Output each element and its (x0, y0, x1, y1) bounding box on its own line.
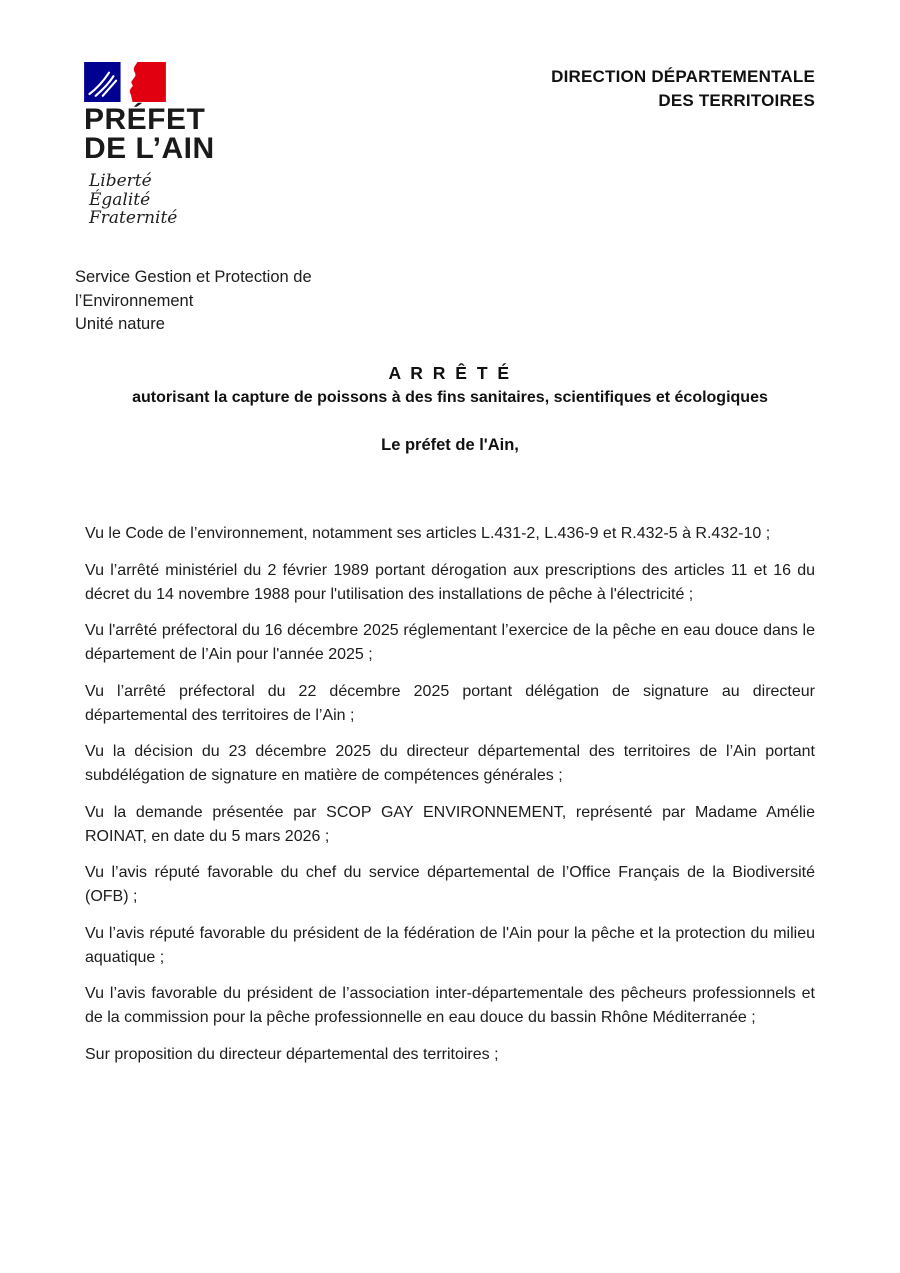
recital-paragraph-8: Vu l’avis réputé favorable du président de la fédération de l'Ain pour la pêche et la protection du milieu aquatique ; (85, 924, 815, 966)
recital-paragraph-1: Vu le Code de l’environnement, notamment ses articles L.431-2, L.436-9 et R.432-5 à R.432-10 ; (85, 525, 771, 542)
motto-egalite: Égalité (89, 189, 151, 210)
service-line3: Unité nature (75, 315, 165, 333)
arrete-subtitle: autorisant la capture de poissons à des fins sanitaires, scientifiques et écologiques (132, 389, 768, 406)
recital-paragraph-2: Vu l’arrêté ministériel du 2 février 1989 portant dérogation aux prescriptions des articles 11 et 16 du décret du 14 novembre 1988 pour l'utilisation des installations de pêche à l'électricité ; (85, 561, 815, 603)
recital-paragraph-10: Sur proposition du directeur départemental des territoires ; (85, 1045, 499, 1063)
arrete-heading: A R R Ê T É (388, 363, 512, 383)
issuer-line: Le préfet de l'Ain, (381, 436, 519, 454)
service-line2: l’Environnement (75, 291, 194, 310)
prefet-name-line2: DE L’AIN (84, 132, 215, 165)
service-block (75, 266, 312, 337)
motto-liberte: Liberté (89, 171, 152, 191)
service-line1: Service Gestion et Protection de (75, 268, 312, 286)
recital-paragraph-6: Vu la demande présentée par SCOP GAY ENVIRONNEMENT, représenté par Madame Amélie ROINAT, en date du 5 mars 2026 ; (85, 803, 815, 845)
recital-paragraph-5: Vu la décision du 23 décembre 2025 du directeur départemental des territoires de l’Ain portant subdélégation de signature en matière de compétences générales ; (85, 743, 815, 784)
prefet-name-line1: PRÉFET (84, 103, 206, 136)
recital-paragraph-9: Vu l’avis favorable du président de l’association inter-départementale des pêcheurs professionnels et de la commission pour la pêche professionnelle en eau douce du bassin Rhône Méditerranée ; (85, 985, 815, 1026)
direction-line2: DES TERRITOIRES (658, 91, 815, 110)
motto-fraternite: Fraternité (89, 208, 178, 228)
title-block (85, 363, 815, 455)
recital-paragraph-7: Vu l’avis réputé favorable du chef du service départemental de l’Office Français de la Biodiversité (OFB) ; (85, 864, 815, 905)
republic-motto (89, 172, 215, 228)
government-logo-block (84, 62, 215, 228)
french-republic-flag-icon (84, 62, 166, 102)
prefet-name (84, 105, 215, 163)
recital-paragraph-3: Vu l'arrêté préfectoral du 16 décembre 2025 réglementant l’exercice de la pêche en eau douce dans le département de l’Ain pour l'année 2025 ; (85, 622, 815, 663)
recital-paragraph-4: Vu l’arrêté préfectoral du 22 décembre 2025 portant délégation de signature au directeur départemental des territoires de l’Ain ; (85, 682, 815, 724)
recitals-body (85, 522, 815, 1067)
direction-header (551, 65, 815, 113)
direction-line1: DIRECTION DÉPARTEMENTALE (551, 67, 815, 86)
